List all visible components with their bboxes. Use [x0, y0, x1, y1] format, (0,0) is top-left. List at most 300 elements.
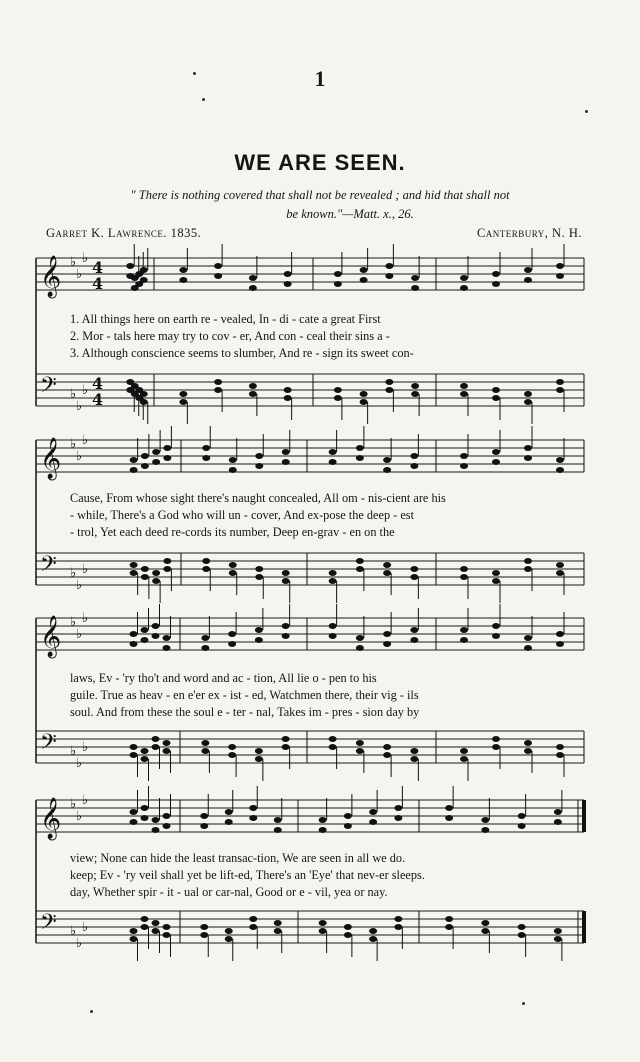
note-head: [356, 645, 364, 651]
note-head: [481, 920, 489, 926]
note-head: [556, 379, 564, 385]
note-head: [200, 823, 208, 829]
note-head: [152, 736, 160, 742]
note-head: [492, 271, 500, 277]
lyrics-system-4: [70, 850, 586, 901]
flat-icon: ♭: [76, 627, 83, 642]
note-head: [228, 641, 236, 647]
scan-speck: [193, 72, 196, 75]
bass-clef-icon: 𝄢: [40, 730, 57, 760]
note-head: [524, 399, 532, 405]
note-head: [214, 387, 222, 393]
note-head: [141, 815, 149, 821]
note-head: [524, 277, 532, 283]
note-head: [200, 932, 208, 938]
note-head: [524, 558, 532, 564]
note-head: [334, 387, 342, 393]
flat-icon: ♭: [76, 756, 83, 771]
time-signature: 4: [92, 258, 104, 277]
note-head: [383, 641, 391, 647]
note-head: [385, 387, 393, 393]
note-head: [214, 379, 222, 385]
note-head: [163, 566, 171, 572]
note-head: [163, 445, 171, 451]
note-head: [152, 623, 160, 629]
note-head: [460, 453, 468, 459]
note-head: [492, 736, 500, 742]
note-head: [255, 637, 263, 643]
flat-icon: ♭: [82, 383, 89, 398]
note-head: [492, 395, 500, 401]
note-head: [179, 277, 187, 283]
note-head: [152, 633, 160, 639]
note-head: [141, 916, 149, 922]
note-head: [556, 387, 564, 393]
note-head: [394, 805, 402, 811]
note-head: [274, 827, 282, 833]
note-head: [229, 570, 237, 576]
note-head: [460, 748, 468, 754]
note-head: [356, 455, 364, 461]
note-head: [481, 928, 489, 934]
note-head: [556, 273, 564, 279]
note-head: [130, 641, 138, 647]
note-head: [163, 455, 171, 461]
note-head: [329, 459, 337, 465]
note-head: [225, 819, 233, 825]
note-head: [202, 455, 210, 461]
note-head: [140, 267, 148, 273]
note-head: [329, 736, 337, 742]
epigraph-line-1: " There is nothing covered that shall not be revealed ; and hid that shall not: [130, 188, 510, 202]
note-head: [249, 815, 257, 821]
note-head: [518, 924, 526, 930]
author-credit: Garret K. Lawrence. 1835.: [46, 226, 202, 240]
flat-icon: ♭: [82, 433, 89, 448]
note-head: [201, 740, 209, 746]
note-head: [282, 578, 290, 584]
note-head: [556, 457, 564, 463]
note-head: [524, 635, 532, 641]
note-head: [284, 271, 292, 277]
flat-icon: ♭: [82, 251, 89, 266]
note-head: [410, 566, 418, 572]
note-head: [556, 752, 564, 758]
note-head: [369, 809, 377, 815]
lyrics-system-1: [70, 311, 586, 362]
note-head: [229, 467, 237, 473]
lyric-line: - trol, Yet each deed re-cords its number, Deep en-grav - en on the: [70, 525, 395, 539]
note-head: [152, 449, 160, 455]
note-head: [518, 813, 526, 819]
note-head: [445, 924, 453, 930]
note-head: [460, 574, 468, 580]
note-head: [385, 263, 393, 269]
note-head: [492, 633, 500, 639]
note-head: [201, 645, 209, 651]
note-head: [492, 281, 500, 287]
note-head: [179, 391, 187, 397]
lyrics-system-3: [70, 670, 586, 721]
note-head: [282, 623, 290, 629]
note-head: [556, 570, 564, 576]
note-head: [518, 932, 526, 938]
time-signature: 4: [92, 390, 104, 409]
note-head: [141, 627, 149, 633]
note-head: [344, 932, 352, 938]
note-head: [460, 627, 468, 633]
bass-clef-icon: 𝄢: [40, 552, 57, 582]
note-head: [130, 809, 138, 815]
note-head: [383, 457, 391, 463]
note-head: [329, 623, 337, 629]
note-head: [445, 815, 453, 821]
flat-icon: ♭: [76, 449, 83, 464]
note-head: [130, 562, 138, 568]
note-head: [225, 928, 233, 934]
note-head: [554, 809, 562, 815]
note-head: [360, 277, 368, 283]
note-head: [229, 562, 237, 568]
note-head: [214, 273, 222, 279]
note-head: [274, 928, 282, 934]
note-head: [369, 936, 377, 942]
time-signature: 4: [92, 374, 104, 393]
scan-speck: [90, 1010, 93, 1013]
note-head: [556, 744, 564, 750]
note-head: [152, 920, 160, 926]
note-head: [411, 391, 419, 397]
lyric-line: view; None can hide the least transac-tion, We are seen in all we do.: [70, 851, 406, 865]
note-head: [394, 916, 402, 922]
treble-clef-icon: 𝄞: [40, 616, 62, 657]
note-head: [163, 823, 171, 829]
flat-icon: ♭: [82, 562, 89, 577]
note-head: [460, 463, 468, 469]
note-head: [410, 748, 418, 754]
lyric-line: keep; Ev - 'ry veil shall yet be lift-ed, There's an 'Eye' that nev-er sleeps.: [70, 868, 425, 882]
note-head: [140, 391, 148, 397]
note-head: [481, 817, 489, 823]
note-head: [163, 924, 171, 930]
scan-speck: [585, 110, 588, 113]
flat-icon: ♭: [82, 793, 89, 808]
note-head: [492, 387, 500, 393]
note-head: [394, 815, 402, 821]
note-head: [524, 566, 532, 572]
note-head: [130, 936, 138, 942]
note-head: [255, 566, 263, 572]
note-head: [141, 756, 149, 762]
note-head: [524, 267, 532, 273]
note-head: [356, 558, 364, 564]
note-head: [249, 924, 257, 930]
note-head: [126, 263, 134, 269]
note-head: [524, 645, 532, 651]
note-head: [492, 578, 500, 584]
note-head: [492, 623, 500, 629]
note-head: [356, 748, 364, 754]
note-head: [249, 275, 257, 281]
note-head: [556, 562, 564, 568]
note-head: [163, 645, 171, 651]
note-head: [152, 827, 160, 833]
note-head: [225, 936, 233, 942]
lyric-line: Cause, From whose sight there's naught concealed, All om - nis-cient are his: [70, 491, 446, 505]
note-head: [369, 819, 377, 825]
note-head: [329, 570, 337, 576]
lyric-line: soul. And from these the soul e - ter - nal, Takes im - pres - sion day by: [70, 705, 420, 719]
epigraph-line-2: be known."—Matt. x., 26.: [286, 207, 414, 221]
note-head: [329, 633, 337, 639]
note-head: [481, 827, 489, 833]
note-head: [282, 633, 290, 639]
flat-icon: ♭: [70, 387, 77, 402]
note-head: [130, 570, 138, 576]
note-head: [152, 928, 160, 934]
note-head: [201, 635, 209, 641]
note-head: [141, 924, 149, 930]
note-head: [383, 467, 391, 473]
note-head: [460, 275, 468, 281]
note-head: [255, 574, 263, 580]
note-head: [282, 744, 290, 750]
note-head: [554, 928, 562, 934]
note-head: [360, 399, 368, 405]
note-head: [141, 637, 149, 643]
note-head: [460, 383, 468, 389]
note-head: [284, 395, 292, 401]
lyric-line: 1. All things here on earth re - vealed, In - di - cate a great First: [70, 312, 381, 326]
note-head: [334, 271, 342, 277]
note-head: [141, 748, 149, 754]
note-head: [282, 449, 290, 455]
flat-icon: ♭: [70, 924, 77, 939]
note-head: [130, 744, 138, 750]
lyrics-system-2: [70, 490, 586, 541]
note-head: [356, 635, 364, 641]
note-head: [319, 928, 327, 934]
note-head: [200, 813, 208, 819]
flat-icon: ♭: [70, 566, 77, 581]
note-head: [344, 823, 352, 829]
note-head: [228, 752, 236, 758]
note-head: [344, 924, 352, 930]
note-head: [356, 566, 364, 572]
note-head: [356, 740, 364, 746]
note-head: [410, 637, 418, 643]
flat-icon: ♭: [82, 920, 89, 935]
note-head: [524, 445, 532, 451]
note-head: [556, 263, 564, 269]
flat-icon: ♭: [76, 267, 83, 282]
note-head: [141, 805, 149, 811]
note-head: [282, 570, 290, 576]
note-head: [383, 752, 391, 758]
flat-icon: ♭: [76, 936, 83, 951]
note-head: [556, 467, 564, 473]
note-head: [356, 445, 364, 451]
note-head: [249, 916, 257, 922]
note-head: [141, 453, 149, 459]
treble-clef-icon: 𝄞: [40, 798, 62, 839]
lyric-line: 3. Although conscience seems to slumber, And re - sign its sweet con-: [70, 346, 414, 360]
note-head: [411, 285, 419, 291]
note-head: [492, 449, 500, 455]
note-head: [179, 267, 187, 273]
scan-speck: [202, 98, 205, 101]
note-head: [274, 817, 282, 823]
bass-clef-icon: 𝄢: [40, 373, 57, 403]
note-head: [163, 635, 171, 641]
note-head: [282, 459, 290, 465]
flat-icon: ♭: [70, 744, 77, 759]
note-head: [130, 631, 138, 637]
note-head: [163, 813, 171, 819]
note-head: [140, 399, 148, 405]
note-head: [524, 455, 532, 461]
treble-clef-icon: 𝄞: [40, 256, 62, 297]
note-head: [282, 736, 290, 742]
note-head: [410, 756, 418, 762]
note-head: [334, 395, 342, 401]
note-head: [255, 453, 263, 459]
note-head: [524, 391, 532, 397]
lyric-line: - while, There's a God who will un - cover, And ex-pose the deep - est: [70, 508, 415, 522]
note-head: [249, 805, 257, 811]
note-head: [141, 463, 149, 469]
note-head: [524, 748, 532, 754]
note-head: [214, 263, 222, 269]
flat-icon: ♭: [82, 611, 89, 626]
flat-icon: ♭: [76, 809, 83, 824]
note-head: [334, 281, 342, 287]
note-head: [130, 819, 138, 825]
note-head: [460, 566, 468, 572]
bass-clef-icon: 𝄢: [40, 910, 57, 940]
place-credit: Canterbury, N. H.: [476, 226, 582, 240]
note-head: [319, 817, 327, 823]
lyric-line: laws, Ev - 'ry tho't and word and ac - tion, All lie o - pen to his: [70, 671, 377, 685]
note-head: [394, 924, 402, 930]
note-head: [141, 566, 149, 572]
note-head: [329, 744, 337, 750]
note-head: [228, 631, 236, 637]
note-head: [163, 748, 171, 754]
note-head: [556, 641, 564, 647]
note-head: [152, 570, 160, 576]
page-number: 1: [314, 66, 326, 91]
note-head: [179, 399, 187, 405]
note-head: [492, 459, 500, 465]
lyric-line: 2. Mor - tals here may try to cov - er, And con - ceal their sins a -: [70, 329, 390, 343]
note-head: [141, 574, 149, 580]
note-head: [225, 809, 233, 815]
flat-icon: ♭: [70, 437, 77, 452]
note-head: [329, 449, 337, 455]
lyric-line: guile. True as heav - en e'er ex - ist - ed, Watchmen there, their vig - ils: [70, 688, 419, 702]
flat-icon: ♭: [70, 797, 77, 812]
note-head: [255, 463, 263, 469]
flat-icon: ♭: [70, 615, 77, 630]
flat-icon: ♭: [76, 399, 83, 414]
note-head: [524, 740, 532, 746]
note-head: [130, 467, 138, 473]
note-head: [383, 744, 391, 750]
note-head: [383, 631, 391, 637]
note-head: [460, 756, 468, 762]
note-head: [140, 277, 148, 283]
note-head: [202, 558, 210, 564]
time-signature: 4: [92, 274, 104, 293]
note-head: [274, 920, 282, 926]
note-head: [152, 744, 160, 750]
lyric-line: day, Whether spir - it - ual or car-nal, Good or e - vil, yea or nay.: [70, 885, 388, 899]
note-head: [518, 823, 526, 829]
note-head: [130, 752, 138, 758]
note-head: [163, 558, 171, 564]
hymn-title: WE ARE SEEN.: [234, 150, 406, 175]
note-head: [385, 273, 393, 279]
flat-icon: ♭: [76, 578, 83, 593]
note-head: [360, 391, 368, 397]
note-head: [383, 562, 391, 568]
note-head: [152, 817, 160, 823]
note-head: [284, 387, 292, 393]
note-head: [163, 740, 171, 746]
note-head: [445, 916, 453, 922]
note-head: [411, 383, 419, 389]
note-head: [284, 281, 292, 287]
note-head: [554, 819, 562, 825]
note-head: [202, 566, 210, 572]
note-head: [130, 928, 138, 934]
note-head: [554, 936, 562, 942]
note-head: [410, 463, 418, 469]
note-head: [249, 391, 257, 397]
note-head: [410, 574, 418, 580]
note-head: [200, 924, 208, 930]
note-head: [385, 379, 393, 385]
flat-icon: ♭: [70, 255, 77, 270]
note-head: [255, 756, 263, 762]
note-head: [360, 267, 368, 273]
note-head: [130, 457, 138, 463]
note-head: [411, 275, 419, 281]
note-head: [228, 744, 236, 750]
note-head: [460, 285, 468, 291]
note-head: [163, 932, 171, 938]
note-head: [344, 813, 352, 819]
note-head: [383, 570, 391, 576]
note-head: [329, 578, 337, 584]
scan-speck: [522, 1002, 525, 1005]
note-head: [249, 383, 257, 389]
note-head: [152, 459, 160, 465]
note-head: [410, 627, 418, 633]
note-head: [445, 805, 453, 811]
note-head: [229, 457, 237, 463]
note-head: [255, 627, 263, 633]
note-head: [492, 570, 500, 576]
note-head: [492, 744, 500, 750]
note-head: [319, 827, 327, 833]
treble-clef-icon: 𝄞: [40, 438, 62, 479]
note-head: [460, 391, 468, 397]
note-head: [369, 928, 377, 934]
note-head: [249, 285, 257, 291]
note-head: [410, 453, 418, 459]
